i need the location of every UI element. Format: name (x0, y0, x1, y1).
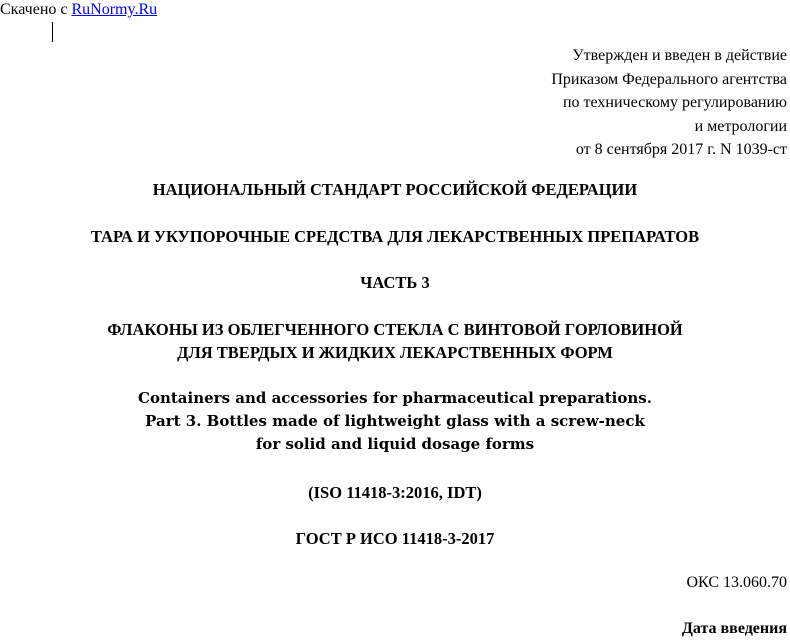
approval-line: от 8 сентября 2017 г. N 1039-ст (575, 141, 787, 158)
runormy-link[interactable]: RuNormy.Ru (71, 1, 158, 18)
national-standard-heading: НАЦИОНАЛЬНЫЙ СТАНДАРТ РОССИЙСКОЙ ФЕДЕРАЦИИ (152, 180, 638, 199)
approval-line: по техническому регулированию (562, 94, 787, 111)
iso-reference: (ISO 11418-3:2016, IDT) (308, 483, 482, 502)
gost-designation: ГОСТ Р ИСО 11418-3-2017 (295, 529, 495, 548)
intro-date-label: Дата введения (681, 620, 787, 637)
approval-line: Приказом Федерального агентства (551, 70, 787, 88)
part-title-line: ФЛАКОНЫ ИЗ ОБЛЕГЧЕННОГО СТЕКЛА С ВИНТОВОЙ ГОРЛОВИНОЙ (107, 320, 683, 339)
download-prefix: Скачено с (0, 1, 72, 18)
english-title-line: Containers and accessories for pharmaceutical preparations. (138, 389, 652, 407)
approval-line: и метрологии (694, 117, 787, 135)
english-title-line: for solid and liquid dosage forms (255, 435, 535, 453)
part-title (0, 318, 790, 364)
part-title-line: ДЛЯ ТВЕРДЫХ И ЖИДКИХ ЛЕКАРСТВЕННЫХ ФОРМ (177, 343, 613, 362)
text-cursor (52, 22, 53, 42)
download-source-line (0, 0, 157, 19)
approval-line: Утвержден и введен в действие (572, 47, 787, 64)
part-number-heading: ЧАСТЬ 3 (360, 273, 430, 292)
english-title-line: Part 3. Bottles made of lightweight glass with a screw-neck (145, 412, 645, 430)
document-main-title: ТАРА И УКУПОРОЧНЫЕ СРЕДСТВА ДЛЯ ЛЕКАРСТВЕННЫХ ПРЕПАРАТОВ (90, 227, 700, 246)
english-title (0, 387, 790, 456)
oks-code: ОКС 13.060.70 (686, 574, 787, 591)
approval-block (387, 44, 787, 162)
